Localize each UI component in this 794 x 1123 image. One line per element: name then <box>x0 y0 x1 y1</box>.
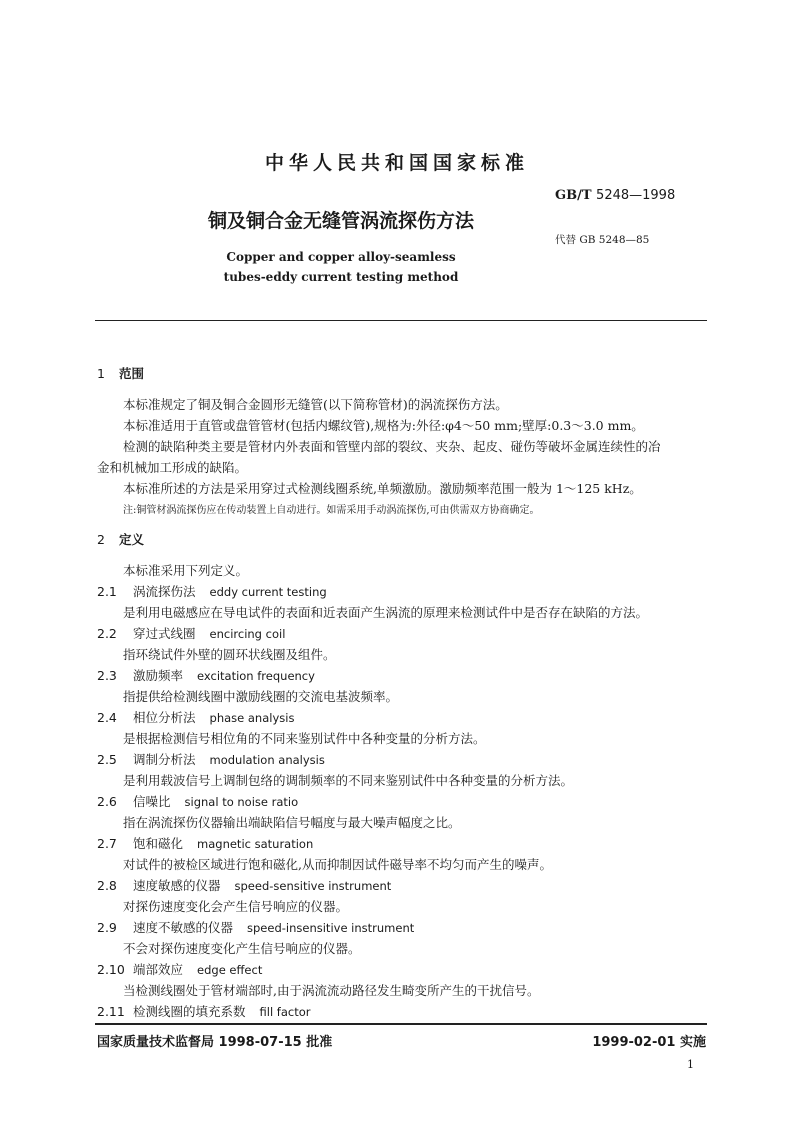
term-number: 2.5 <box>97 752 117 767</box>
section-1-paragraph-4: 本标准所述的方法是采用穿过式检测线圈系统,单频激励。激励频率范围一般为 1～125 kHz。 <box>123 481 642 496</box>
term-en: signal to noise ratio <box>184 795 299 809</box>
term-2-1-definition: 是利用电磁感应在导电试件的表面和近表面产生涡流的原理来检测试件中是否存在缺陷的方法。 <box>123 605 649 620</box>
term-2-7-definition: 对试件的被检区域进行饱和磁化,从而抑制因试件磁导率不均匀而产生的噪声。 <box>123 857 552 872</box>
term-2-2-definition: 指环绕试件外壁的圆环状线圈及组件。 <box>123 647 336 662</box>
term-cn: 穿过式线圈 <box>133 626 196 641</box>
standard-prefix: GB/T <box>555 188 592 203</box>
term-2-8-definition: 对探伤速度变化会产生信号响应的仪器。 <box>123 899 349 914</box>
section-2-title: 定义 <box>119 532 145 547</box>
term-cn: 信噪比 <box>133 794 171 809</box>
national-standard-title: 中华人民共和国国家标准 <box>264 152 529 174</box>
term-2-10-definition: 当检测线圈处于管材端部时,由于涡流流动路径发生畸变所产生的干扰信号。 <box>123 983 540 998</box>
term-number: 2.2 <box>97 626 117 641</box>
term-2-6 <box>97 792 298 810</box>
term-number: 2.10 <box>97 962 125 977</box>
section-1-paragraph-3: 检测的缺陷种类主要是管材内外表面和管壁内部的裂纹、夹杂、起皮、碰伤等破坏金属连续性的冶 <box>123 439 661 454</box>
section-2-heading <box>97 530 144 548</box>
term-2-1 <box>97 582 327 600</box>
term-2-5-definition: 是利用载波信号上调制包络的调制频率的不同来鉴别试件中各种变量的分析方法。 <box>123 773 574 788</box>
page-number: 1 <box>687 1058 694 1071</box>
term-cn: 相位分析法 <box>133 710 196 725</box>
term-en: speed-sensitive instrument <box>234 879 392 893</box>
term-cn: 涡流探伤法 <box>133 584 196 599</box>
term-cn: 速度不敏感的仪器 <box>133 920 234 935</box>
header-divider <box>95 320 707 321</box>
term-2-7 <box>97 834 313 852</box>
section-2-intro: 本标准采用下列定义。 <box>123 563 249 578</box>
section-1-note: 注:铜管材涡流探伤应在传动装置上自动进行。如需采用手动涡流探伤,可由供需双方协商确定。 <box>123 505 540 516</box>
effective-date: 1999-02-01 实施 <box>592 1035 706 1050</box>
section-1-paragraph-3-cont: 金和机械加工形成的缺陷。 <box>97 460 248 475</box>
term-2-4 <box>97 708 294 726</box>
term-cn: 检测线圈的填充系数 <box>133 1004 246 1019</box>
term-number: 2.3 <box>97 668 117 683</box>
term-2-3 <box>97 666 315 684</box>
term-cn: 调制分析法 <box>133 752 196 767</box>
footer-divider <box>95 1023 707 1025</box>
term-2-2 <box>97 624 285 642</box>
standard-code <box>555 188 675 203</box>
section-1-heading <box>97 364 144 382</box>
term-en: fill factor <box>259 1005 311 1019</box>
term-en: encircing coil <box>209 627 286 641</box>
term-2-10 <box>97 960 262 978</box>
term-cn: 激励频率 <box>133 668 184 683</box>
term-en: speed-insensitive instrument <box>247 921 415 935</box>
section-1-paragraph-2: 本标准适用于直管或盘管管材(包括内螺纹管),规格为:外径:φ4～50 mm;壁厚:0.3～3.0 mm。 <box>123 418 644 433</box>
term-cn: 速度敏感的仪器 <box>133 878 221 893</box>
approval-date: 国家质量技术监督局 1998-07-15 批准 <box>97 1035 333 1050</box>
term-en: edge effect <box>197 963 263 977</box>
section-2-number: 2 <box>97 532 105 547</box>
term-2-9 <box>97 918 414 936</box>
term-en: phase analysis <box>209 711 295 725</box>
term-number: 2.4 <box>97 710 117 725</box>
term-number: 2.11 <box>97 1004 125 1019</box>
term-number: 2.8 <box>97 878 117 893</box>
term-number: 2.6 <box>97 794 117 809</box>
section-1-number: 1 <box>97 366 105 381</box>
term-2-9-definition: 不会对探伤速度变化产生信号响应的仪器。 <box>123 941 361 956</box>
term-number: 2.1 <box>97 584 117 599</box>
term-2-5 <box>97 750 325 768</box>
term-number: 2.9 <box>97 920 117 935</box>
document-title-en-line2: tubes-eddy current testing method <box>223 270 459 284</box>
term-en: eddy current testing <box>209 585 327 599</box>
document-title-en-line1: Copper and copper alloy-seamless <box>226 250 456 264</box>
standard-number: 5248—1998 <box>596 188 676 203</box>
term-2-6-definition: 指在涡流探伤仪器输出端缺陷信号幅度与最大噪声幅度之比。 <box>123 815 461 830</box>
term-cn: 端部效应 <box>133 962 184 977</box>
term-2-3-definition: 指提供给检测线圈中激励线圈的交流电基波频率。 <box>123 689 399 704</box>
document-title-cn: 铜及铜合金无缝管涡流探伤方法 <box>207 210 474 232</box>
section-1-title: 范围 <box>119 366 145 381</box>
replaces-standard: 代替 GB 5248—85 <box>555 234 650 246</box>
term-2-11 <box>97 1002 311 1020</box>
section-1-paragraph-1: 本标准规定了铜及铜合金圆形无缝管(以下简称管材)的涡流探伤方法。 <box>123 397 508 412</box>
term-en: modulation analysis <box>209 753 325 767</box>
term-en: magnetic saturation <box>197 837 314 851</box>
term-en: excitation frequency <box>197 669 315 683</box>
term-number: 2.7 <box>97 836 117 851</box>
term-cn: 饱和磁化 <box>133 836 184 851</box>
term-2-8 <box>97 876 391 894</box>
term-2-4-definition: 是根据检测信号相位角的不同来鉴别试件中各种变量的分析方法。 <box>123 731 486 746</box>
